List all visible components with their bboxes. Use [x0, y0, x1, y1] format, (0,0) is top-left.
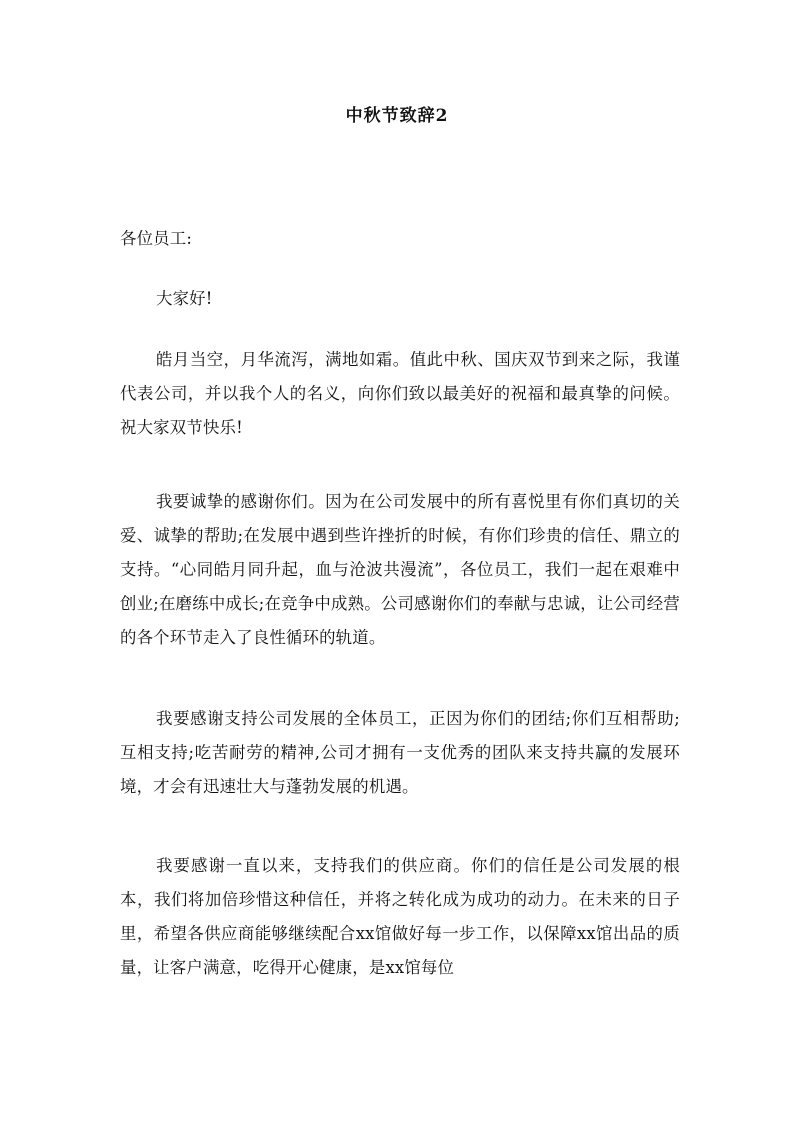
greeting: 大家好!	[156, 289, 213, 308]
paragraph: 我要诚挚的感谢你们。因为在公司发展中的所有喜悦里有你们真切的关爱、诚挚的帮助;在发展中遇到些许挫折的时候，有你们珍贵的信任、鼎立的支持。“心同皓月同升起，血与沧波共漫流”，各位员工，我们一起在艰难中创业;在磨练中成长;在竞争中成熟。公司感谢你们的奉献与忠诚，让公司经营的各个环节走入了良性循环的轨道。	[120, 492, 680, 647]
salutation: 各位员工:	[120, 229, 193, 248]
paragraph: 我要感谢一直以来，支持我们的供应商。你们的信任是公司发展的根本，我们将加倍珍惜这种信任，并将之转化成为成功的动力。在未来的日子里，希望各供应商能够继续配合xx馆做好每一步工作，以保障xx馆出品的质量，让客户满意，吃得开心健康，是xx馆每位	[120, 856, 680, 977]
paragraph: 我要感谢支持公司发展的全体员工，正因为你们的团结;你们互相帮助;互相支持;吃苦耐劳的精神,公司才拥有一支优秀的团队来支持共赢的发展环境，才会有迅速壮大与蓬勃发展的机遇。	[120, 709, 680, 796]
paragraph: 皓月当空，月华流泻，满地如霜。值此中秋、国庆双节到来之际，我谨代表公司，并以我个人的名义，向你们致以最美好的祝福和最真挚的问候。祝大家双节快乐!	[120, 350, 680, 437]
document-title: 中秋节致辞2	[345, 106, 449, 126]
